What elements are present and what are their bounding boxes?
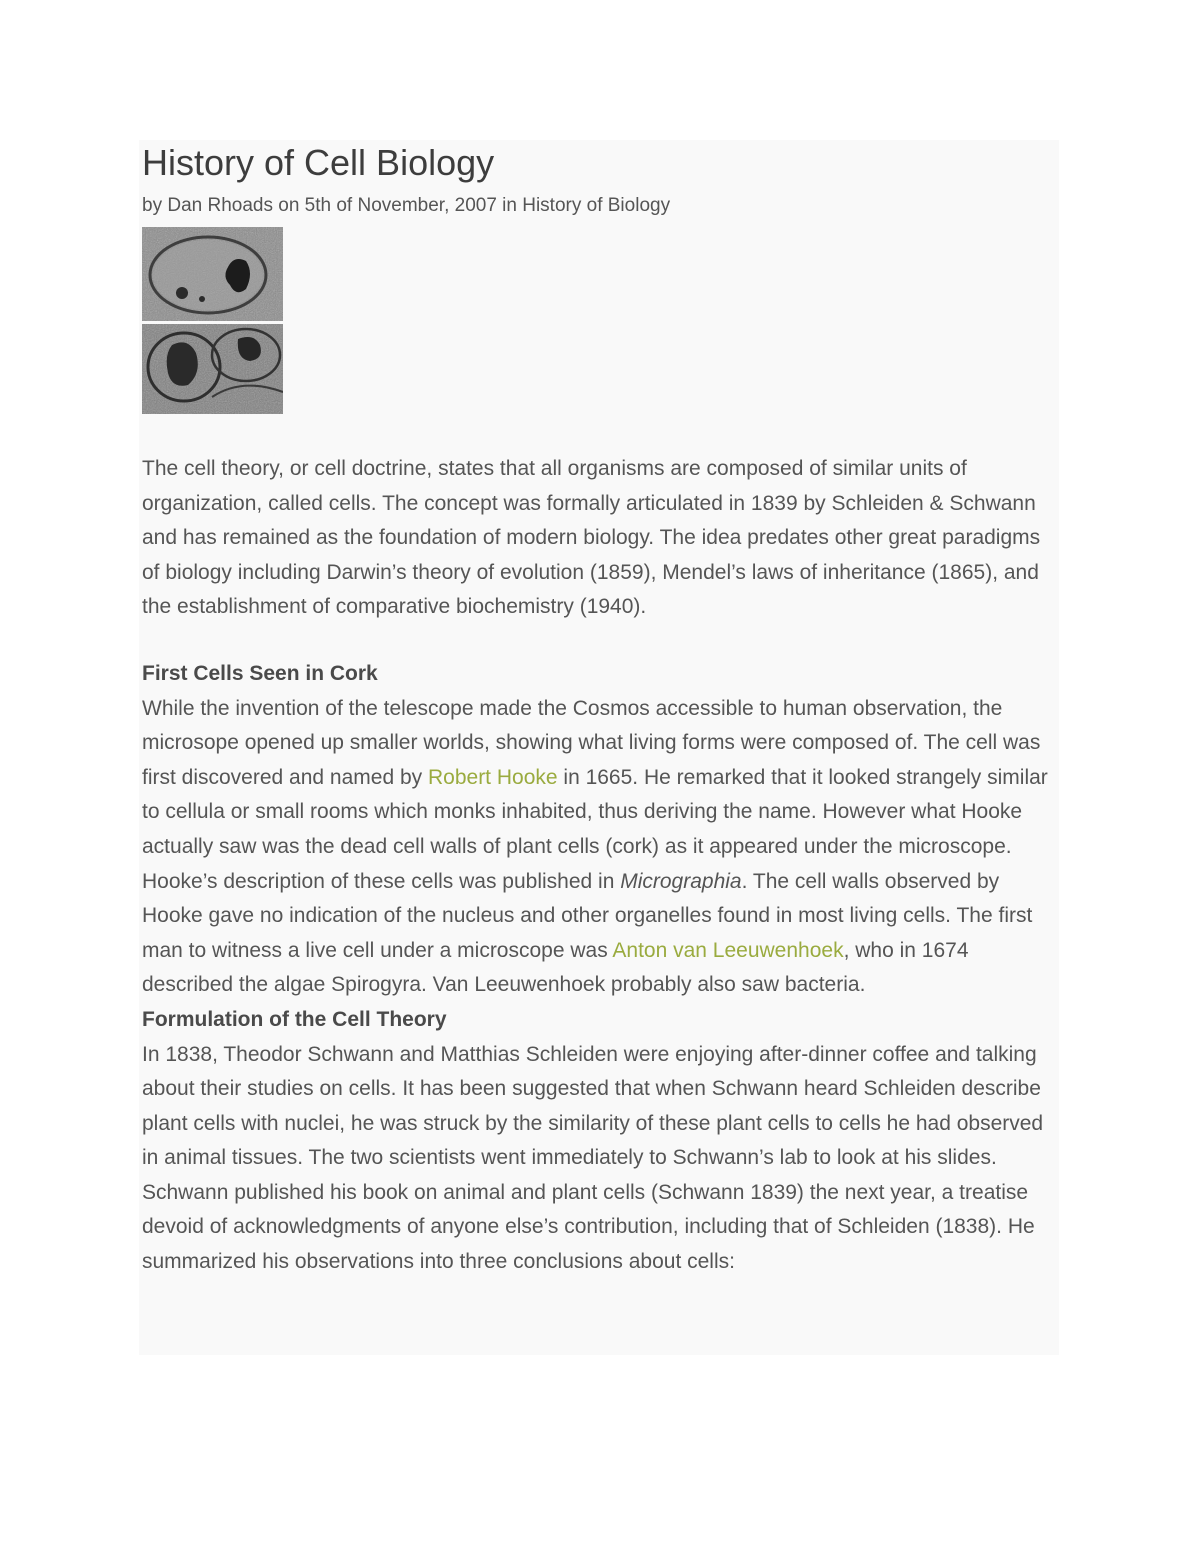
article-container [139, 140, 1059, 1355]
article-byline: by Dan Rhoads on 5th of November, 2007 in History of Biology [142, 195, 671, 216]
link-robert-hooke[interactable]: Robert Hooke [427, 765, 558, 789]
italic-micrographia: Micrographia [620, 869, 742, 893]
cell-micrograph-image [142, 227, 283, 414]
section-heading-first-cells: First Cells Seen in Cork [142, 661, 378, 685]
text-segment: While the invention of the telescope made the Cosmos accessible to human observation, the microsope opened up smaller worlds, showing what living forms were composed of. The cell was first discovered and named by [142, 696, 1041, 789]
text-segment: in 1665. He remarked that it looked strangely similar to cellula or small rooms which monks inhabited, thus deriving the name. However what Hooke actually saw was the dead cell walls of plant cells (cork) as it appeared under the microscope. Hooke’s description of these cells was published in [142, 765, 1048, 893]
article-title: History of Cell Biology [142, 142, 495, 183]
section-paragraph-cell-theory: In 1838, Theodor Schwann and Matthias Schleiden were enjoying after-dinner coffee and talking about their studies on cells. It has been suggested that when Schwann heard Schleiden describe plant cells with nuclei, he was struck by the similarity of these plant cells to cells he had observed in animal tissues. The two scientists went immediately to Schwann’s lab to look at his slides. Schwann published his book on animal and plant cells (Schwann 1839) the next year, a treatise devoid of acknowledgments of anyone else’s contribution, including that of Schleiden (1838). He summarized his observations into three conclusions about cells: [142, 1042, 1044, 1274]
section-heading-cell-theory: Formulation of the Cell Theory [142, 1007, 447, 1031]
section-paragraph-first-cells [142, 692, 1057, 1003]
link-anton-van-leeuwenhoek[interactable]: Anton van Leeuwenhoek [612, 938, 844, 962]
text-segment: , who in 1674 described the algae Spirogyra. Van Leeuwenhoek probably also saw bacteria. [142, 938, 969, 997]
text-segment: . The cell walls observed by Hooke gave no indication of the nucleus and other organelles found in most living cells. The first man to witness a live cell under a microscope was [142, 869, 1033, 962]
intro-paragraph: The cell theory, or cell doctrine, states that all organisms are composed of similar units of organization, called cells. The concept was formally articulated in 1839 by Schleiden & Schwann and has remained as the foundation of modern biology. The idea predates other great paradigms of biology including Darwin’s theory of evolution (1859), Mendel’s laws of inheritance (1865), and the establishment of comparative biochemistry (1940). [142, 457, 1041, 619]
